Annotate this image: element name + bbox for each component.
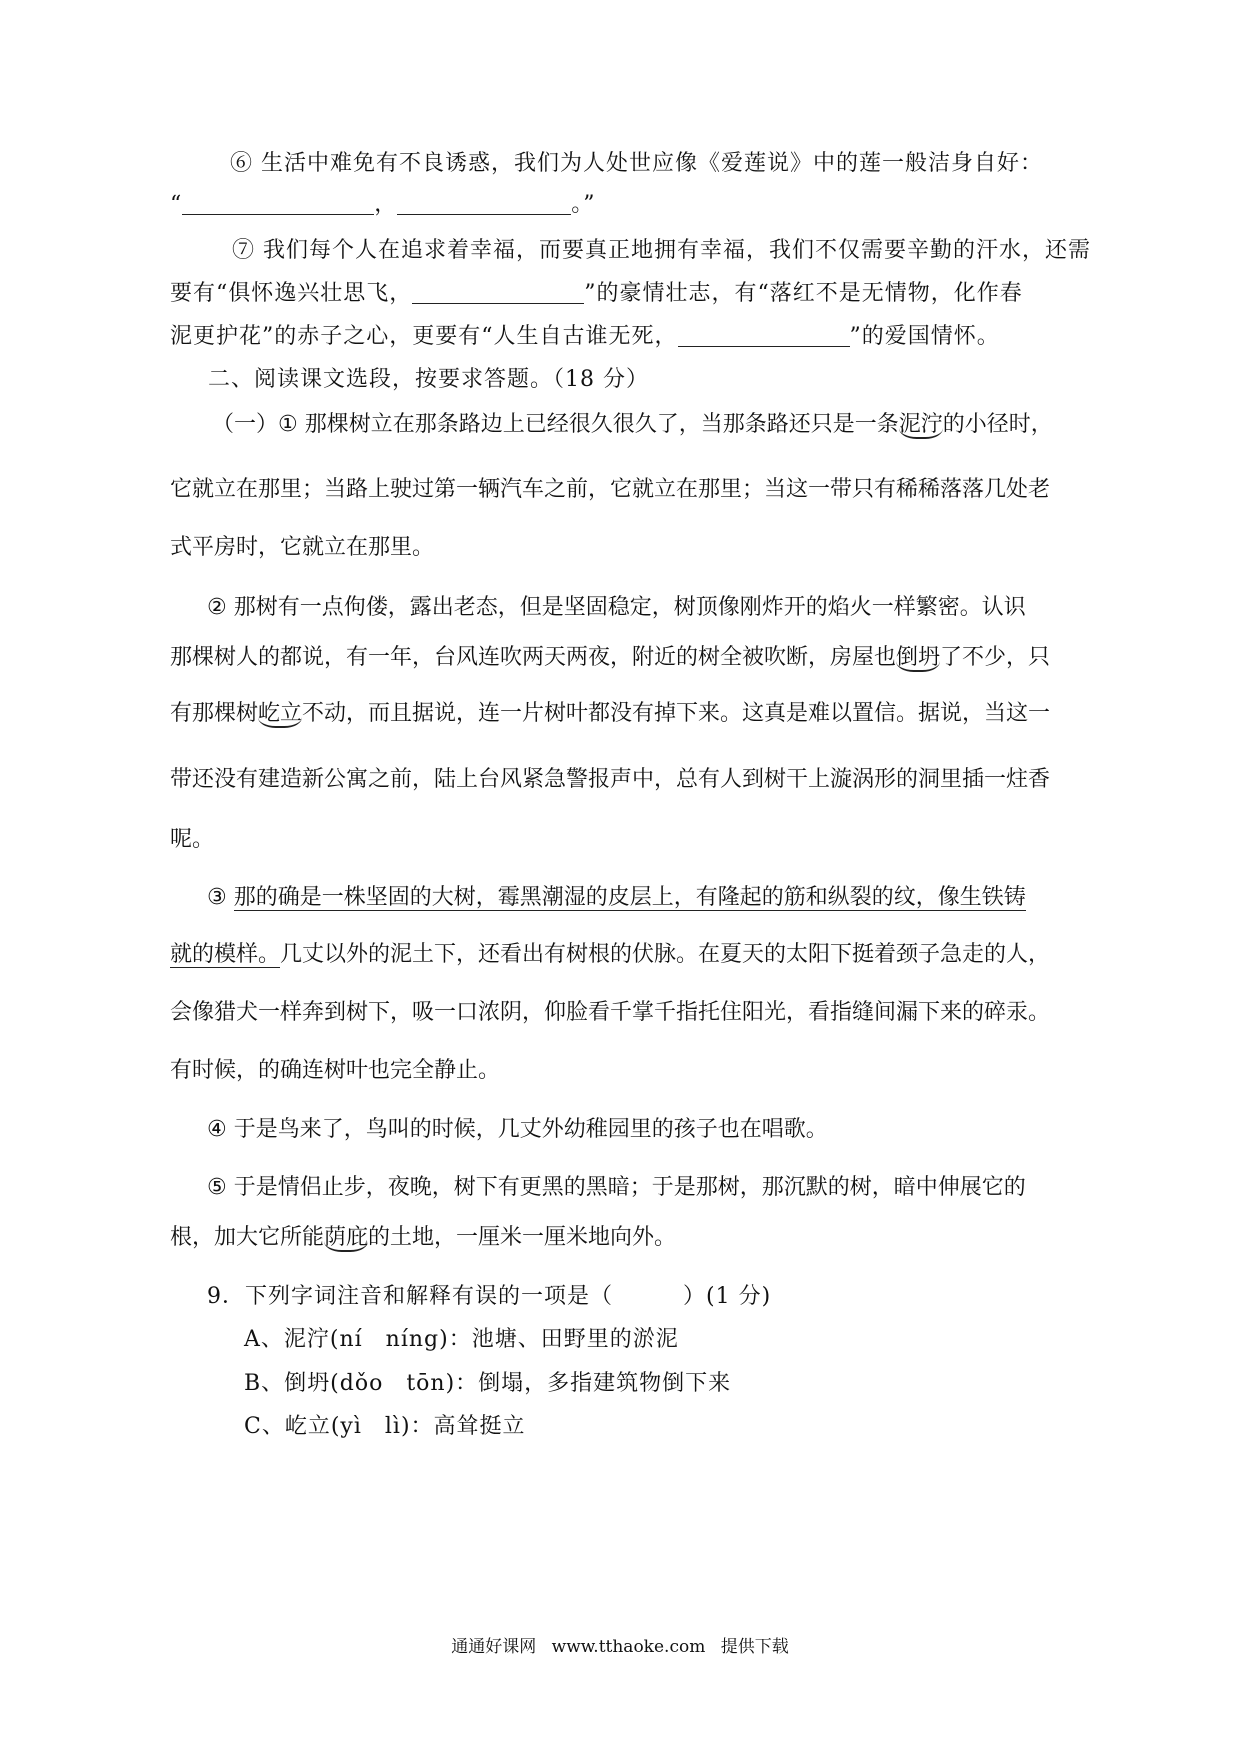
p3-underlined-sentence-a: 那的确是一株坚固的大树，霉黑潮湿的皮层上，有隆起的筋和纵裂的纹，像生铁铸 [233,885,1026,910]
passage-p2-line-4: 带还没有建造新公寓之前，陆上台风紧急警报声中，总有人到树干上漩涡形的洞里插一炷香 [170,767,1051,792]
q7-blank-1[interactable] [412,281,584,304]
word-daotan: 倒坍 [896,645,941,670]
section-2-heading: 二、阅读课文选段，按要求答题。（18 分） [208,367,649,392]
passage-p1-line-3: 式平房时，它就立在那里。 [170,535,435,560]
word-yinbi: 荫庇 [324,1225,369,1250]
q7-line-2-a: 要有“俱怀逸兴壮思飞， [170,281,413,306]
question-9-stem [207,1279,771,1310]
footer-site-name: 通通好课网 [451,1637,537,1657]
footer-url: www.tthaoke.com [551,1637,706,1657]
p1-l1-a: （一）① 那棵树立在那条路边上已经很久很久了，当那条路还只是一条 [212,412,899,437]
passage-p3-line-4: 有时候，的确连树叶也完全静止。 [170,1058,501,1083]
footer-suffix: 提供下载 [720,1637,789,1657]
passage-p4: ④ 于是鸟来了，鸟叫的时候，几丈外幼稚园里的孩子也在唱歌。 [207,1117,828,1142]
p5-l2-a: 根，加大它所能 [170,1225,325,1250]
passage-p3-line-3: 会像猎犬一样奔到树下，吸一口浓阴，仰脸看千掌千指托住阳光，看指缝间漏下来的碎汞。 [170,1000,1051,1025]
q6-comma: ， [374,192,398,217]
q6-answer-line [170,187,596,218]
passage-p1-line-1 [212,407,1053,438]
passage-p2-line-1: ② 那树有一点佝偻，露出老态，但是坚固稳定，树顶像刚炸开的焰火一样繁密。认识 [207,595,1026,620]
p2-l3-a: 有那棵树 [170,701,259,726]
p3-l2-b: 几丈以外的泥土下，还看出有树根的伏脉。在夏天的太阳下挺着颈子急走的人， [280,942,1051,967]
q7-line-3 [170,319,1000,350]
p3-number: ③ [207,885,234,910]
p2-l3-b: 不动，而且据说，连一片树叶都没有掉下来。这真是难以置信。据说，当这一 [302,701,1051,726]
passage-p2-line-2 [170,640,1050,671]
passage-p5-line-2 [170,1220,676,1251]
q7-line-3-a: 泥更护花”的赤子之心，更要有“人生自古谁无死， [170,324,678,349]
p3-underlined-sentence-b: 就的模样。 [170,942,281,967]
p2-l2-b: 了不少，只 [940,645,1051,670]
passage-p3-line-2 [170,937,1050,968]
q9-option-a: A、泥泞(ní níng)：池塘、田野里的淤泥 [244,1327,679,1352]
q7-line-2 [170,276,1023,307]
q7-line-2-b: ”的豪情壮志，有“落红不是无情物，化作春 [584,281,1023,306]
q6-close: 。” [571,192,596,217]
word-yili: 屹立 [258,701,303,726]
q7-blank-2[interactable] [678,324,850,347]
q6-open-quote: “ [170,192,183,217]
q9-option-b: B、倒坍(dǒo tōn)：倒塌，多指建筑物倒下来 [244,1371,732,1396]
q9-stem-b: ）(1 分) [683,1284,772,1309]
q9-stem-a: 9．下列字词注音和解释有误的一项是（ [207,1284,613,1309]
q7-line-3-b: ”的爱国情怀。 [849,324,1000,349]
passage-p2-line-5: 呢。 [170,827,215,852]
page-footer [0,1632,1240,1657]
passage-p1-line-2: 它就立在那里；当路上驶过第一辆汽车之前，它就立在那里；当这一带只有稀稀落落几处老 [170,477,1051,502]
p5-l2-b: 的土地，一厘米一厘米地向外。 [368,1225,677,1250]
word-niningg: 泥泞 [898,412,943,437]
q7-line-1: ⑦ 我们每个人在追求着幸福，而要真正地拥有幸福，我们不仅需要辛勤的汗水，还需 [232,238,1091,263]
p2-l2-a: 那棵树人的都说，有一年，台风连吹两天两夜，附近的树全被吹断，房屋也 [170,645,897,670]
p1-l1-b: 的小径时， [942,412,1053,437]
q6-text: ⑥ 生活中难免有不良诱惑，我们为人处世应像《爱莲说》中的莲一般洁身自好： [230,151,1043,176]
q6-blank-1[interactable] [182,192,374,215]
q9-option-c: C、屹立(yì lì)：高耸挺立 [244,1414,526,1439]
passage-p3-line-1 [207,880,1026,911]
q6-blank-2[interactable] [397,192,571,215]
passage-p5-line-1: ⑤ 于是情侣止步，夜晚，树下有更黑的黑暗；于是那树，那沉默的树，暗中伸展它的 [207,1175,1026,1200]
passage-p2-line-3 [170,696,1050,727]
